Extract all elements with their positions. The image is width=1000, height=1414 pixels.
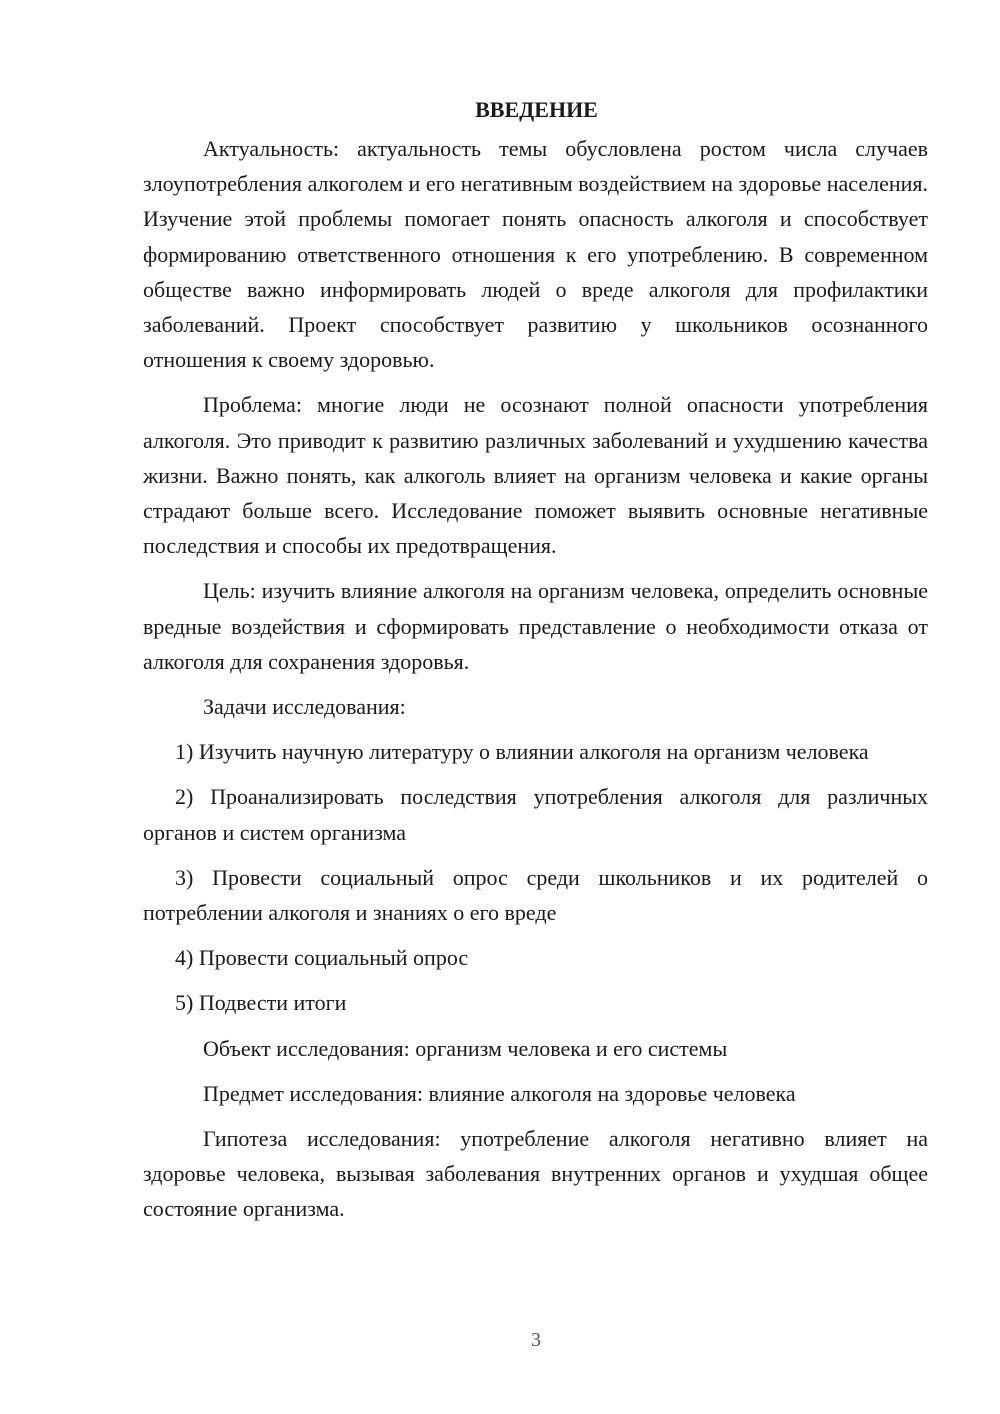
goal-paragraph: Цель: изучить влияние алкоголя на организм человека, определить основные вредные воздействия и сформировать представление о необходимости отказа от алкоголя для сохранения здоровья. [143, 578, 928, 674]
page-number: 3 [531, 1329, 541, 1351]
task-item-2: 2) Проанализировать последствия употребления алкоголя для различных органов и систем организма [143, 784, 928, 845]
research-object: Объект исследования: организм человека и его системы [203, 1035, 728, 1061]
document-page [143, 92, 928, 1237]
relevance-paragraph: Актуальность: актуальность темы обусловлена ростом числа случаев злоупотребления алкоголем и его негативным воздействием на здоровье населения. Изучение этой проблемы помогает понять опасность алкоголя и способствует формированию ответственного отношения к его употреблению. В современном обществе важно информировать людей о вреде алкоголя для профилактики заболеваний. Проект способствует развитию у школьников осознанного отношения к своему здоровью. [143, 136, 928, 373]
tasks-heading: Задачи исследования: [203, 694, 406, 720]
problem-paragraph: Проблема: многие люди не осознают полной опасности употребления алкоголя. Это приводит к развитию различных заболеваний и ухудшению качества жизни. Важно понять, как алкоголь влияет на организм человека и какие органы страдают больше всего. Исследование поможет выявить основные негативные последствия и способы их предотвращения. [143, 392, 928, 559]
research-subject: Предмет исследования: влияние алкоголя на здоровье человека [203, 1080, 796, 1106]
task-item-1: 1) Изучить научную литературу о влиянии алкоголя на организм человека [175, 739, 869, 765]
task-item-4: 4) Провести социальный опрос [175, 945, 469, 971]
task-item-5: 5) Подвести итоги [175, 990, 347, 1016]
research-hypothesis: Гипотеза исследования: употребление алкоголя негативно влияет на здоровье человека, вызывая заболевания внутренних органов и ухудшая общее состояние организма. [143, 1126, 928, 1222]
task-item-3: 3) Провести социальный опрос среди школьников и их родителей о потреблении алкоголя и знаниях о его вреде [143, 864, 928, 926]
page-title: ВВЕДЕНИЕ [475, 97, 598, 122]
